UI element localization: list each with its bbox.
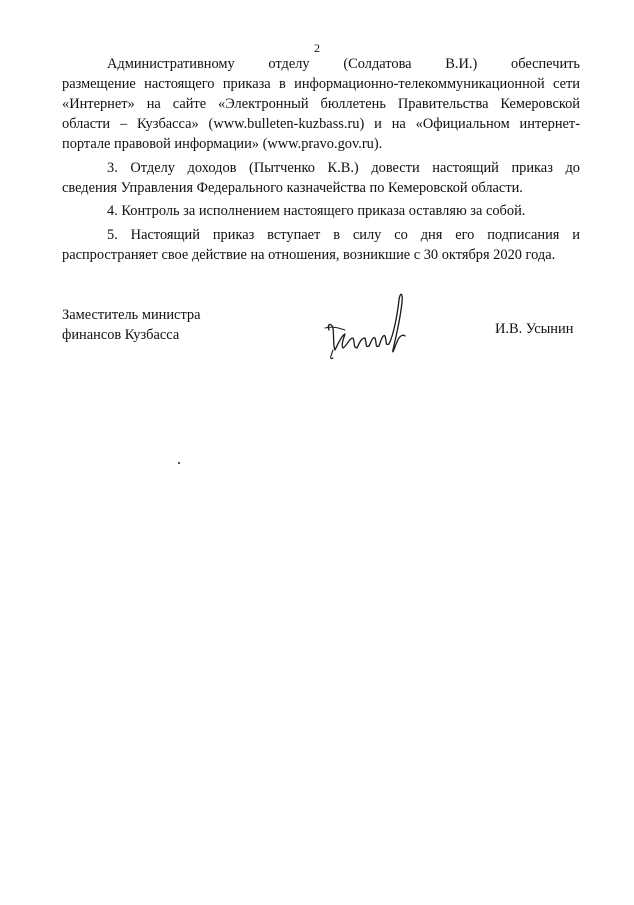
scan-speck (178, 462, 180, 464)
signatory-position (62, 305, 201, 345)
signatory-name: И.В. Усынин (495, 321, 574, 337)
text-line: 3. Отделу доходов (Пытченко К.В.) довести настоящий приказ до (107, 159, 580, 176)
text-line: «Интернет» на сайте «Электронный бюллетень Правительства Кемеровской (62, 96, 580, 112)
paragraph-3 (62, 158, 580, 198)
handwritten-signature (323, 288, 413, 373)
page-number: 2 (314, 41, 320, 55)
text-line: распространяет свое действие на отношения, возникшие с 30 октября 2020 года. (62, 246, 556, 263)
text-line: портале правовой информации» (www.pravo.gov.ru). (62, 136, 383, 152)
document-body (62, 54, 580, 268)
text-line: размещение настоящего приказа в информационно-телекоммуникационной сети (62, 76, 580, 92)
text-line: 5. Настоящий приказ вступает в силу со дня его подписания и (107, 226, 580, 243)
position-line-2: финансов Кузбасса (62, 327, 180, 343)
text-line: 4. Контроль за исполнением настоящего приказа оставляю за собой. (107, 203, 526, 219)
paragraph-admin-dept (62, 54, 580, 154)
position-line-1: Заместитель министра (62, 307, 201, 323)
text-line: Административному отделу (Солдатова В.И.) обеспечить (107, 56, 580, 72)
paragraph-4 (62, 201, 580, 221)
text-line: области – Кузбасса» (www.bulleten-kuzbass.ru) и на «Официальном интернет- (62, 116, 580, 132)
text-line: сведения Управления Федерального казначейства по Кемеровской области. (62, 179, 523, 196)
paragraph-5 (62, 225, 580, 265)
